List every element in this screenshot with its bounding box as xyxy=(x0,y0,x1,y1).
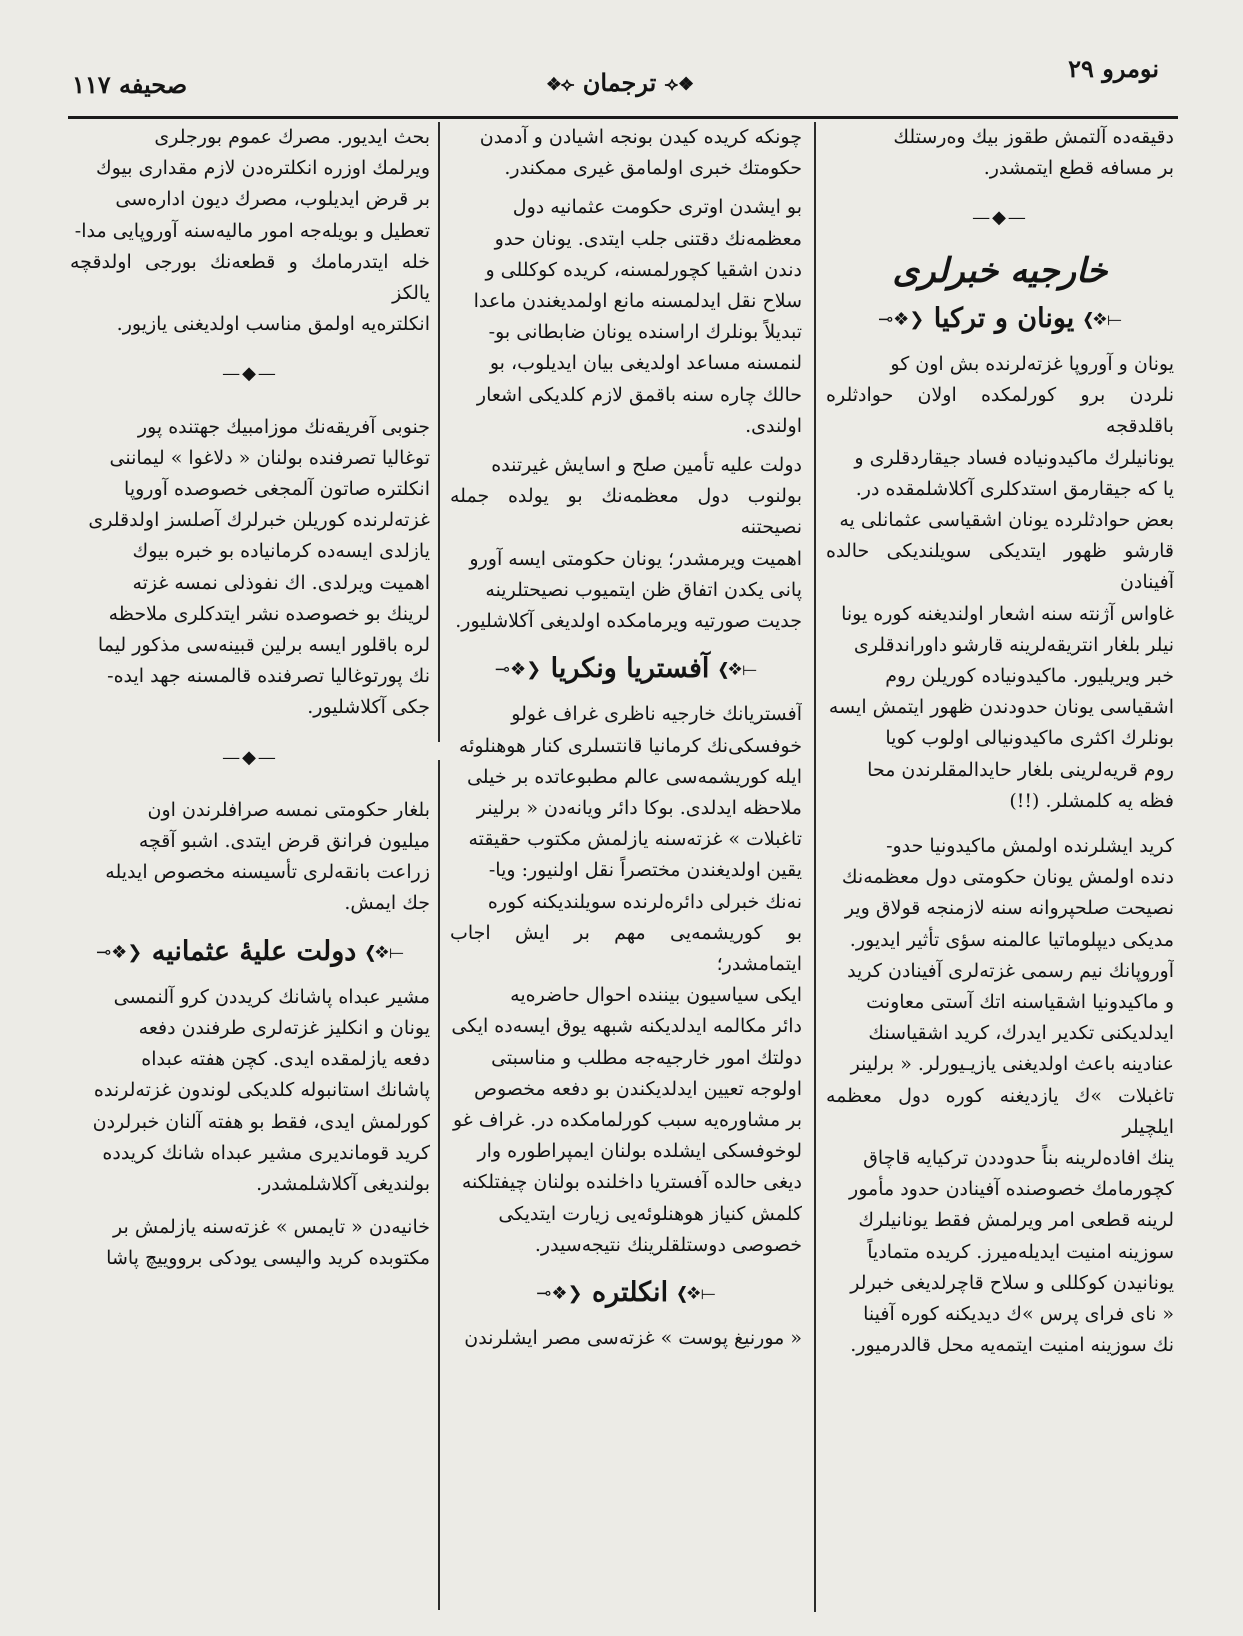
text-line: نك سوزینه امنیت ایتمه‌یه محل قالدرمیور. xyxy=(850,1334,1174,1357)
text-line: بونلرك اکثری ماکیدونیالی اولوب کویا xyxy=(885,727,1174,750)
text-line: سلاح نقل ایدلمسنه مانع اولمدیغندن ماعدا xyxy=(473,290,802,313)
text-line: ایدلدیکنی تکدیر ایدرك، کرید اشقیاسنك xyxy=(868,1022,1174,1045)
text-line: ایله کوریشمه‌سی عالم مطبوعاتده بر خیلی xyxy=(466,765,802,788)
text-line: کرید قوماندیری مشیر عبداه شانك کریدده xyxy=(102,1141,430,1164)
text-line: اهمیت ویرلدی. اك نفوذلی نمسه غزته xyxy=(132,571,430,594)
article-paragraph xyxy=(450,1323,802,1354)
title-ornament-right: ⟞❖❯ xyxy=(677,1282,716,1304)
article-paragraph xyxy=(450,192,802,442)
text-line: دقیقه‌ده آلتمش طقوز بیك وه‌رستلك xyxy=(893,126,1174,148)
article-paragraph xyxy=(70,795,430,920)
text-line: دولت علیه تأمین صلح و اسایش غیرتنده xyxy=(491,454,802,477)
text-line: جکی آکلاشلیور. xyxy=(307,696,430,719)
text-line: یقین اولدیغندن مختصراً نقل اولنیور: ویا- xyxy=(488,859,802,882)
column-rule-right xyxy=(814,122,816,1612)
text-line: قارشو ظهور ایتدیکی سویلندیکی حالده آفینادن xyxy=(826,540,1174,594)
text-line: دندن اشقیا کچورلمسنه، کریده کوکللی و xyxy=(485,258,802,281)
title-ornament-left: ❮❖⟜ xyxy=(878,308,925,330)
column-rule-left xyxy=(438,122,440,742)
text-line: لره باقلور ایسه برلین قبینه‌سی مذکور لیما xyxy=(97,634,430,657)
text-line: نلردن برو کورلمکده اولان حوادثلره باقلدقجه xyxy=(826,384,1174,438)
article-paragraph xyxy=(450,122,802,184)
article-paragraph xyxy=(70,122,430,340)
text-line: نصیحت صلحپروانه سنه لازمنجه قولاق ویر xyxy=(844,897,1174,920)
masthead-ornament-left: ❖⟣ xyxy=(664,74,695,95)
text-line: سوزینه امنیت ایدیله‌میرز. کریده متمادیاً xyxy=(867,1240,1174,1263)
text-line: یونانیدن کوکللی و سلاح قاچرلدیغی خبرلر xyxy=(850,1271,1174,1294)
text-line: اهمیت ویرمشدر؛ یونان حکومتی ایسه آورو xyxy=(469,547,802,570)
text-line: خانیه‌دن « تایمس » غزته‌سنه یازلمش بر xyxy=(113,1216,430,1239)
text-line: دنده اولمش یونان حکومتی دول معظمه‌نك xyxy=(841,866,1174,889)
text-line: بو ایشدن اوتری حکومت عثمانیه دول xyxy=(512,196,802,219)
text-line: یا که جیقارمق استدکلری آکلاشلمقده در. xyxy=(855,477,1174,500)
text-line: خله ایتدرمامك و قطعه‌نك بورجی اولدقچه یالکز xyxy=(70,250,430,305)
text-line: دائر مکالمه ایدلدیکنه شبهه یوق ایسه‌ده ایکی xyxy=(451,1015,802,1038)
page-number: صحیفه ۱۱۷ xyxy=(72,70,188,99)
text-line: بر قرض ایدیلوب، مصرك دیون اداره‌سی xyxy=(115,188,430,211)
text-line: بلغار حکومتی نمسه صرافلرندن اون xyxy=(147,798,430,821)
text-line: ینك افاده‌لرینه بناً حدوددن ترکیایه قاچاق xyxy=(863,1146,1174,1169)
england-subtitle: ⟞❖❯ انکلتره ❮❖⟜ xyxy=(536,1277,716,1308)
text-line: نك پورتوغالیا تصرفنده قالمسنه جهد ایده- xyxy=(107,665,430,688)
page-header xyxy=(68,52,1173,100)
masthead-ornament-right: ⟢❖ xyxy=(546,74,575,95)
text-line: چونکه کریده کیدن بونجه اشیادن و آدمدن xyxy=(479,126,802,148)
text-line: روم قریه‌لرینی بلغار حایدالمقلرندن محا xyxy=(867,758,1174,781)
text-line: « مورنیغ پوست » غزته‌سی مصر ایشلرندن xyxy=(464,1327,802,1350)
text-line: میلیون فرانق قرض ایتدی. اشبو آقچه xyxy=(138,830,430,853)
text-line: جك ایمش. xyxy=(344,892,430,915)
text-line: خبر ویریلیور. ماکیدونیاده کوریلن روم xyxy=(885,664,1174,687)
title-ornament-right: ⟞❖❯ xyxy=(718,659,758,681)
text-line: لرینك بو خصوصده نشر ایتدکلری ملاحظه xyxy=(108,602,430,625)
text-line: حالك چاره سنه باقمق لازم کلدیکی اشعار xyxy=(476,383,802,406)
text-line: انکلتره صاتون آلمجغی خصوصده آوروپا xyxy=(124,478,430,501)
text-line: ویرلمك اوزره انکلتره‌دن لازم مقداری بیوك xyxy=(96,157,430,180)
text-line: یازلدی ایسه‌ده کرمانیاده بو خبره بیوك xyxy=(132,540,430,563)
text-line: دفعه یازلمقده ایدی. کچن هفته عبداه xyxy=(141,1048,430,1071)
title-ornament-left: ❮❖⟜ xyxy=(536,1282,583,1304)
column-middle xyxy=(450,122,802,1622)
column-left xyxy=(70,122,430,1622)
text-line: معظمه‌نك دقتنی جلب ایتدی. یونان حدو xyxy=(494,227,802,250)
issue-number: نومرو ۲۹ xyxy=(1068,54,1159,83)
article-paragraph xyxy=(450,450,802,637)
text-line: دولتك امور خارجیه‌جه مطلب و مناسبتی xyxy=(491,1046,802,1069)
text-line: عنادینه باعث اولدیغنی یازیـیورلر. « برلینر xyxy=(850,1053,1174,1076)
section-divider: —◆— xyxy=(222,363,278,385)
text-line: بر مسافه قطع ایتمشدر. xyxy=(983,157,1174,180)
text-line: بحث ایدیور. مصرك عموم بورجلری xyxy=(154,126,430,148)
title-ornament-right: ⟞❖❯ xyxy=(365,941,404,963)
text-line: ایکی سیاسیون بیننده احوال حاضره‌یه xyxy=(510,984,802,1007)
text-line: فظه یه کلمشلر. (!!) xyxy=(1009,789,1174,812)
text-line: غزته‌لرنده کوریلن خبرلرك آصلسز اولدقلری xyxy=(88,509,430,532)
text-line: یونان و آوروپا غزته‌لرنده بش اون کو xyxy=(890,352,1174,375)
article-paragraph xyxy=(70,1212,430,1274)
section-divider: —◆— xyxy=(972,207,1028,229)
text-line: دیغی حالده آفستریا داخلنده بولنان چیفتلکنه xyxy=(461,1171,802,1194)
text-line: انکلتره‌یه اولمق مناسب اولدیغنی یازیور. xyxy=(116,313,430,336)
text-line: زراعت بانقه‌لری تأسیسنه مخصوص ایدیله xyxy=(105,861,430,884)
greece-turkey-subtitle: ⟞❖❯ یونان و ترکیا ❮❖⟜ xyxy=(878,302,1122,334)
austria-hungary-subtitle: ⟞❖❯ آفستریا ونکریا ❮❖⟜ xyxy=(494,653,758,685)
text-line: لنمسنه مساعد اولدیغی بیان ایدیلوب، بو xyxy=(489,352,802,375)
ottoman-state-subtitle: ⟞❖❯ دولت علیهٔ عثمانیه ❮❖⟜ xyxy=(96,935,404,967)
text-line: یونان و انکلیز غزته‌لری طرفندن دفعه xyxy=(138,1016,430,1039)
text-line: اولوجه تعیین ایدلدیکندن بو دفعه مخصوص xyxy=(473,1077,802,1100)
text-line: کرید ایشلرنده اولمش ماکیدونیا حدو- xyxy=(886,834,1174,857)
text-line: کلمش کنیاز هوهنلوئه‌یی زیارت ایتدیکی xyxy=(498,1202,802,1225)
text-line: بو کوریشمه‌یی مهم بر ایش اجاب ایتمامشدر؛ xyxy=(450,921,802,975)
text-line: پانی یکدن اتفاق ظن ایتمیوب نصیحتلرینه xyxy=(485,578,802,601)
title-ornament-left: ❮❖⟜ xyxy=(96,941,143,963)
text-line: توغالیا تصرفنده بولنان « دلاغوا » لیماننی xyxy=(109,446,430,469)
title-ornament-left: ❮❖⟜ xyxy=(494,659,542,681)
title-ornament-right: ⟞❖❯ xyxy=(1083,308,1122,330)
text-line: ملاحظه ایدلدی. بوکا دائر ویانه‌دن « برلینر xyxy=(476,796,802,819)
text-line: مدیکی دیپلوماتیا عالمنه سؤی تأثیر ایدیور. xyxy=(849,928,1174,951)
section-divider: —◆— xyxy=(222,746,278,768)
text-line: پاشانك استانبوله کلدیکی لوندون غزته‌لرنده xyxy=(93,1079,430,1102)
text-line: آوروپانك نیم رسمی غزته‌لری آفینادن کرید xyxy=(847,959,1174,982)
text-line: جنوبی آفریقه‌نك موزامبیك جهتنده پور xyxy=(137,415,430,438)
text-line: جدیت صورتیه ویرمامکده اولدیغی آکلاشلیور. xyxy=(455,610,802,633)
text-line: « نای فرای پرس »ك دیدیکنه کوره آفینا xyxy=(863,1303,1174,1325)
header-rule xyxy=(68,116,1178,119)
text-line: اشقیاسی یونان حدودندن ظهور ایتمش ایسه xyxy=(828,696,1174,719)
text-line: بولنوب دول معظمه‌نك بو یولده جمله نصیحتنه xyxy=(450,485,802,539)
article-paragraph xyxy=(826,349,1174,817)
text-line: تعطیل و بویله‌جه امور مالیه‌سنه آوروپایی مدا- xyxy=(74,219,430,242)
text-line: خوفسکی‌نك کرمانیا قانتسلری کنار هوهنلوئه xyxy=(458,734,802,757)
text-line: مشیر عبداه پاشانك کریددن کرو آلنمسی xyxy=(113,985,430,1008)
newspaper-title: ترجمان xyxy=(582,68,657,97)
text-line: بعض حوادثلرده یونان اشقیاسی عثمانلی یه xyxy=(839,508,1174,531)
text-line: تاغبلات »ك یازدیغنه کوره دول معظمه ایلچیلر xyxy=(826,1084,1174,1138)
column-rule-left-lower xyxy=(438,760,440,1610)
text-line: کورلمش ایدی، فقط بو هفته آلنان خبرلردن xyxy=(92,1110,430,1133)
text-line: تبدیلاً بونلرك اراسنده یونان ضابطانی بو- xyxy=(488,321,802,344)
column-right xyxy=(826,122,1174,1622)
text-line: تاغبلات » غزته‌سنه یازلمش مکتوب حقیقته xyxy=(468,828,802,851)
foreign-news-heading: خارجیه خبرلری xyxy=(892,250,1108,291)
text-line: لرینه قطعی امر ویرلمش فقط یونانیلرك xyxy=(858,1209,1174,1232)
text-line: بر مشاوره‌یه سبب کورلمامکده در. غراف غو xyxy=(452,1108,802,1131)
text-line: و ماکیدونیا اشقیاسنه اتك آستی معاونت xyxy=(866,990,1174,1013)
text-line: یونانیلرك ماکیدونیاده فساد جیقاردقلری و xyxy=(854,446,1174,469)
article-paragraph xyxy=(826,831,1174,1361)
article-paragraph xyxy=(70,412,430,724)
text-line: مکتوبده کرید والیسی یودکی برووییچ پاشا xyxy=(106,1247,430,1270)
text-line: خصوصی دوستلقلرینك نتیجه‌سیدر. xyxy=(534,1233,802,1256)
intro-paragraph xyxy=(826,122,1174,184)
article-paragraph xyxy=(70,982,430,1200)
text-line: نه‌نك خبرلی دائره‌لرنده سویلندیکنه کوره xyxy=(487,890,802,913)
text-line: غاواس آژنته سنه اشعار اولندیغنه کوره یونا xyxy=(841,602,1174,625)
text-line: نیلر بلغار انتریقه‌لرینه قارشو داوراندقلری xyxy=(853,633,1174,656)
text-line: آفستریانك خارجیه ناظری غراف غولو xyxy=(511,703,802,726)
text-line: لوخوفسکی ایشلده بولنان ایمپراطوره وار xyxy=(477,1140,802,1163)
article-paragraph xyxy=(450,699,802,1261)
text-line: کچورمامك خصوصنده آفینادن حدود مأمور xyxy=(849,1178,1174,1201)
text-line: حکومتك خبری اولمامق غیری ممکندر. xyxy=(504,157,802,180)
text-line: اولندی. xyxy=(745,414,802,437)
text-line: بولندیغی آکلاشلمشدر. xyxy=(256,1172,430,1195)
masthead xyxy=(68,68,1173,97)
